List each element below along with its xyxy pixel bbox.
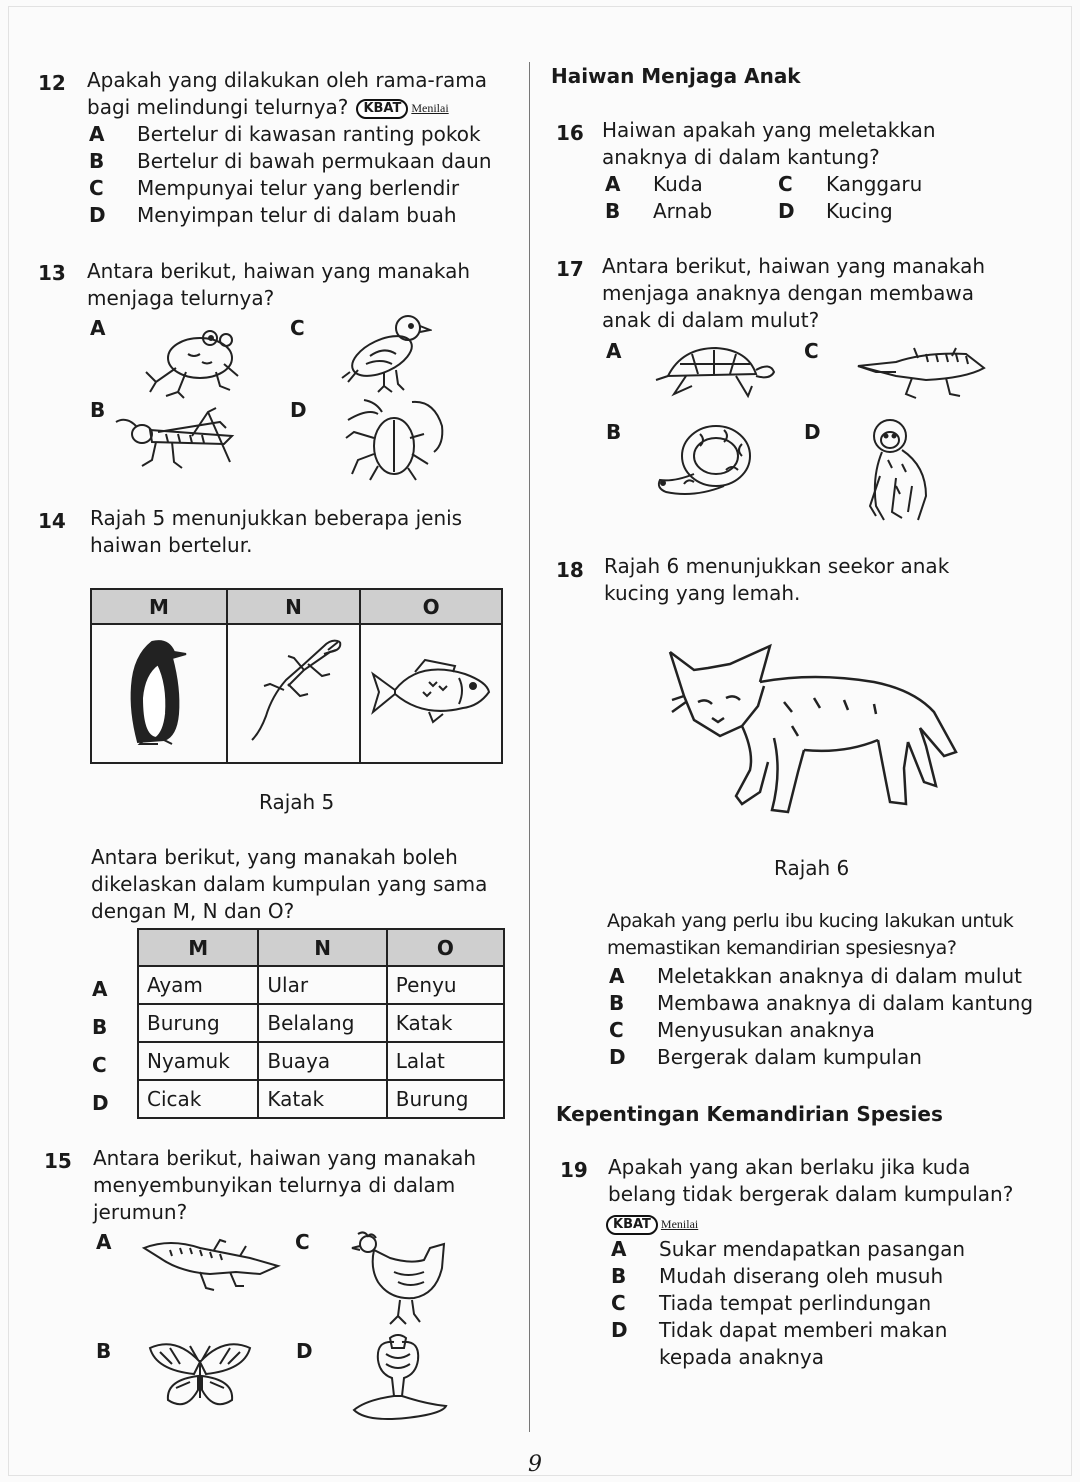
cobra-icon[interactable] (346, 1334, 450, 1424)
option-c[interactable] (89, 175, 459, 202)
question-text: Apakah yang perlu ibu kucing lakukan untuk (607, 910, 1014, 932)
python-icon[interactable] (654, 422, 758, 504)
option-letter: C (609, 1018, 624, 1042)
option-d[interactable]: D (804, 420, 821, 444)
option-a[interactable] (609, 963, 1022, 990)
kbat-line (606, 1210, 698, 1238)
option-letter: B (611, 1264, 627, 1288)
option-d[interactable]: D (92, 1091, 109, 1115)
column-header-m: M (138, 929, 258, 966)
option-text: Meletakkan anaknya di dalam mulut (657, 964, 1022, 988)
cell-m (91, 624, 227, 763)
column-divider (529, 62, 530, 1432)
option-c[interactable] (778, 171, 922, 198)
table-cell: Burung (138, 1004, 258, 1042)
option-a[interactable]: A (96, 1230, 112, 1254)
table-cell: Penyu (387, 966, 504, 1004)
option-letter: C (89, 176, 104, 200)
question-text: anaknya di dalam kantung? (602, 145, 880, 169)
option-letter: B (89, 149, 105, 173)
option-b[interactable]: B (606, 420, 622, 444)
option-a[interactable]: A (92, 977, 108, 1001)
question-text: anak di dalam mulut? (602, 308, 820, 332)
column-header-o: O (360, 589, 502, 624)
option-d-text-line2: kepada anaknya (659, 1345, 824, 1369)
option-d[interactable]: D (290, 398, 307, 422)
table-cell: Ayam (138, 966, 258, 1004)
question-text: dikelaskan dalam kumpulan yang sama (91, 872, 488, 896)
column-header-n: N (258, 929, 386, 966)
option-letter: D (778, 199, 795, 223)
option-text: Tidak dapat memberi makan (659, 1318, 948, 1342)
option-a[interactable]: A (606, 339, 622, 363)
page-number: 9 (528, 1452, 542, 1477)
question-number: 17 (556, 257, 584, 281)
option-letter: A (611, 1237, 627, 1261)
option-text: Kuda (653, 172, 703, 196)
turtle-icon[interactable] (652, 342, 776, 404)
option-b[interactable] (89, 148, 492, 175)
option-b[interactable]: B (96, 1339, 112, 1363)
option-a[interactable] (611, 1236, 965, 1263)
option-a[interactable] (89, 121, 481, 148)
question-text: bagi melindungi telurnya? (87, 95, 349, 119)
option-d[interactable] (609, 1044, 922, 1071)
section-title: Haiwan Menjaga Anak (551, 64, 801, 88)
option-b[interactable] (605, 198, 712, 225)
question-text: menjaga anaknya dengan membawa (602, 281, 974, 305)
monkey-icon[interactable] (862, 416, 938, 524)
question-text: Antara berikut, haiwan yang manakah (87, 259, 471, 283)
option-letter: C (611, 1291, 626, 1315)
table-row[interactable] (138, 1080, 504, 1118)
crocodile-icon[interactable] (140, 1232, 282, 1294)
menilai-tag: Menilai (660, 1217, 699, 1231)
option-text: Kanggaru (826, 172, 923, 196)
lizard-icon (244, 636, 344, 746)
option-text: Menyusukan anaknya (657, 1018, 875, 1042)
question-text: belang tidak bergerak dalam kumpulan? (608, 1182, 1014, 1206)
option-letter: B (609, 991, 625, 1015)
question-text: menjaga telurnya? (87, 286, 275, 310)
kbat-badge: KBAT (606, 1215, 658, 1235)
question-number: 12 (38, 71, 66, 95)
cell-o (360, 624, 502, 763)
question-text: Rajah 5 menunjukkan beberapa jenis (90, 506, 463, 530)
question-text: Apakah yang akan berlaku jika kuda (608, 1155, 971, 1179)
option-letter: D (89, 203, 106, 227)
table-row[interactable] (138, 1004, 504, 1042)
table-cell: Burung (387, 1080, 504, 1118)
option-c[interactable] (609, 1017, 875, 1044)
question-text: memastikan kemandirian spesiesnya? (607, 937, 957, 959)
option-d[interactable] (611, 1317, 947, 1344)
question-number: 13 (38, 261, 66, 285)
option-text: Membawa anaknya di dalam kantung (657, 991, 1034, 1015)
table-cell: Buaya (258, 1042, 386, 1080)
option-letter: B (605, 199, 621, 223)
crocodile-icon[interactable] (856, 344, 988, 406)
option-c[interactable]: C (92, 1053, 107, 1077)
column-header-m: M (91, 589, 227, 624)
option-text: Kucing (826, 199, 893, 223)
penguin-icon (124, 636, 194, 746)
option-text: Bergerak dalam kumpulan (657, 1045, 922, 1069)
question-text: Rajah 6 menunjukkan seekor anak (604, 554, 950, 578)
table-cell: Lalat (387, 1042, 504, 1080)
kitten-icon (664, 642, 960, 820)
frog-icon[interactable] (138, 320, 248, 400)
question-text: haiwan bertelur. (90, 533, 253, 557)
option-letter: C (778, 172, 793, 196)
option-b[interactable] (609, 990, 1033, 1017)
option-letter: A (609, 964, 625, 988)
table-cell: Katak (258, 1080, 386, 1118)
question-text: dengan M, N dan O? (91, 899, 295, 923)
option-d[interactable]: D (296, 1339, 313, 1363)
option-b[interactable]: B (92, 1015, 108, 1039)
option-text: Menyimpan telur di dalam buah (137, 203, 457, 227)
cockroach-icon[interactable] (342, 398, 446, 482)
option-letter: D (611, 1318, 628, 1342)
question-number: 19 (560, 1158, 588, 1182)
section-title: Kepentingan Kemandirian Spesies (556, 1102, 943, 1126)
table-cell: Ular (258, 966, 386, 1004)
option-d[interactable] (778, 198, 893, 225)
table-cell: Katak (387, 1004, 504, 1042)
menilai-tag: Menilai (411, 101, 449, 115)
fish-icon (369, 656, 493, 726)
question-text-line2 (87, 94, 449, 122)
question-text: jerumun? (93, 1200, 188, 1224)
question-number: 16 (556, 121, 584, 145)
table-cell: Belalang (258, 1004, 386, 1042)
figure-caption: Rajah 6 (774, 856, 850, 880)
cell-n (227, 624, 360, 763)
column-header-o: O (387, 929, 504, 966)
options-table (137, 928, 505, 1119)
option-text: Mudah diserang oleh musuh (659, 1264, 944, 1288)
option-c[interactable]: C (295, 1230, 310, 1254)
question-number: 15 (44, 1149, 72, 1173)
hen-icon[interactable] (350, 1228, 450, 1328)
question-text: Haiwan apakah yang meletakkan (602, 118, 936, 142)
option-b[interactable]: B (90, 398, 106, 422)
question-text: menyembunyikan telurnya di dalam (93, 1173, 456, 1197)
option-a[interactable] (605, 171, 703, 198)
table-row[interactable] (138, 966, 504, 1004)
option-text: Bertelur di kawasan ranting pokok (137, 122, 481, 146)
option-letter: A (605, 172, 621, 196)
question-number: 14 (38, 509, 66, 533)
option-letter: D (609, 1045, 626, 1069)
option-a[interactable]: A (90, 316, 106, 340)
question-text: Antara berikut, haiwan yang manakah (93, 1146, 477, 1170)
option-text: Bertelur di bawah permukaan daun (137, 149, 492, 173)
bird-icon[interactable] (340, 312, 432, 394)
column-header-n: N (227, 589, 360, 624)
option-c[interactable] (611, 1290, 931, 1317)
question-text: kucing yang lemah. (604, 581, 801, 605)
table-row[interactable] (138, 1042, 504, 1080)
option-c[interactable]: C (290, 316, 305, 340)
option-text: Sukar mendapatkan pasangan (659, 1237, 966, 1261)
option-text: Mempunyai telur yang berlendir (137, 176, 460, 200)
question-text: Apakah yang dilakukan oleh rama-rama (87, 68, 487, 92)
question-text: Antara berikut, yang manakah boleh (91, 845, 458, 869)
diagram-5-table (90, 588, 503, 764)
grasshopper-icon[interactable] (112, 402, 242, 470)
option-letter: A (89, 122, 105, 146)
table-cell: Cicak (138, 1080, 258, 1118)
option-b[interactable] (611, 1263, 943, 1290)
kbat-badge: KBAT (356, 99, 408, 119)
option-text: Tiada tempat perlindungan (659, 1291, 932, 1315)
question-number: 18 (556, 558, 584, 582)
figure-caption: Rajah 5 (259, 790, 335, 814)
option-text: Arnab (653, 199, 713, 223)
option-d[interactable] (89, 202, 457, 229)
option-c[interactable]: C (804, 339, 819, 363)
question-text: Antara berikut, haiwan yang manakah (602, 254, 986, 278)
butterfly-icon[interactable] (146, 1340, 254, 1412)
table-cell: Nyamuk (138, 1042, 258, 1080)
